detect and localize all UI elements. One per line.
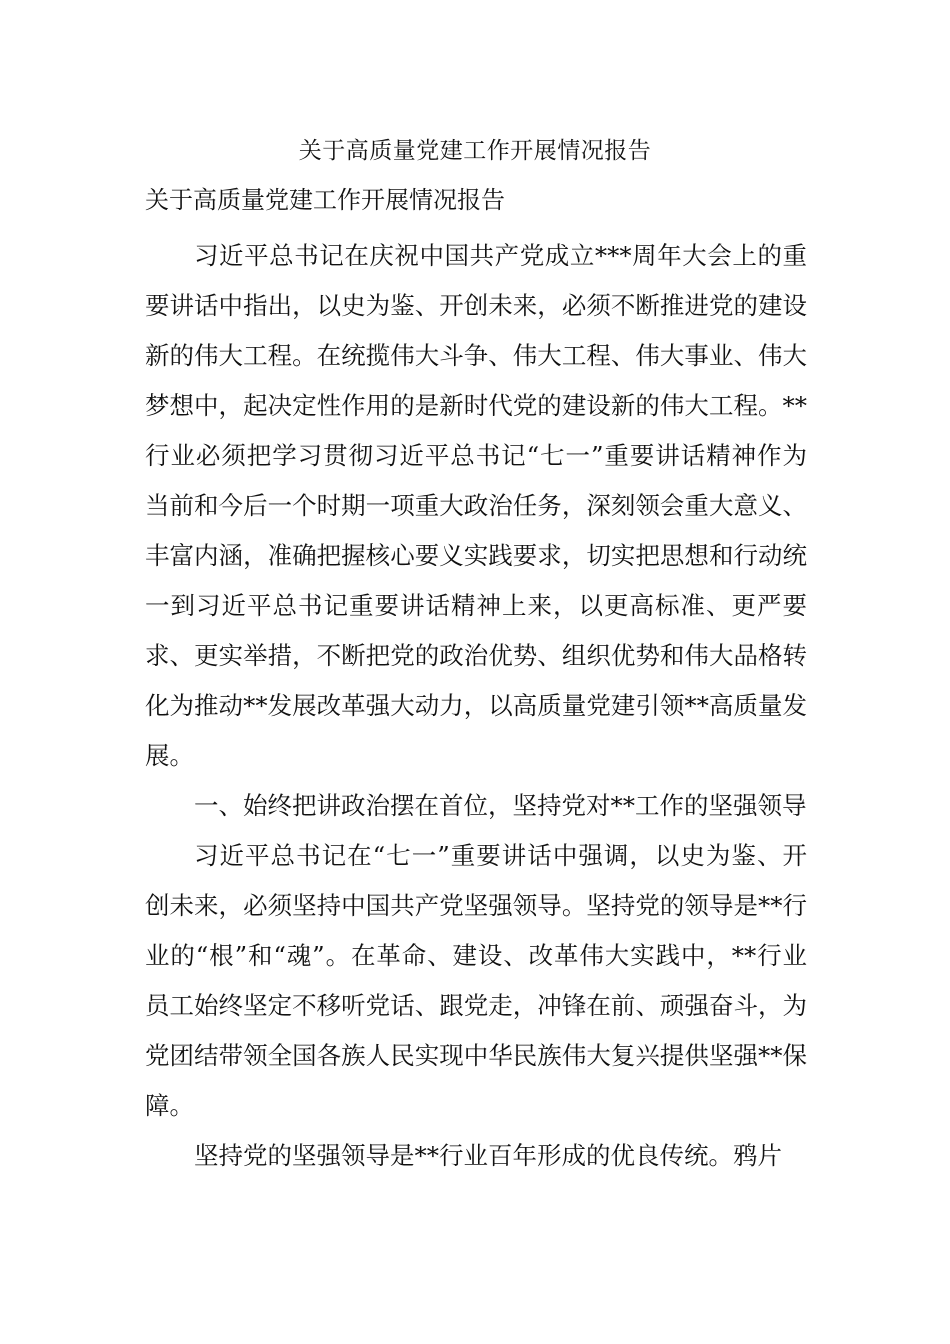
section-heading-1: 一、始终把讲政治摆在首位，坚持党对**工作的坚强领导	[194, 791, 807, 820]
document-body	[145, 231, 807, 1181]
document-subtitle: 关于高质量党建工作开展情况报告	[145, 186, 505, 214]
paragraph-section-1: 习近平总书记在“七一”重要讲话中强调，以史为鉴、开创未来，必须坚持中国共产党坚强领导。坚持党的领导是**行业的“根”和“魂”。在革命、建设、改革伟大实践中，**行业员工始终坚定不移听党话、跟党走，冲锋在前、顽强奋斗，为党团结带领全国各族人民实现中华民族伟大复兴提供坚强**保障。	[145, 841, 807, 1120]
paragraph-continued: 坚持党的坚强领导是**行业百年形成的优良传统。鸦片	[194, 1141, 782, 1170]
paragraph-intro: 习近平总书记在庆祝中国共产党成立***周年大会上的重要讲话中指出，以史为鉴、开创未来，必须不断推进党的建设新的伟大工程。在统揽伟大斗争、伟大工程、伟大事业、伟大梦想中，起决定性作用的是新时代党的建设新的伟大工程。**行业必须把学习贯彻习近平总书记“七一”重要讲话精神作为当前和今后一个时期一项重大政治任务，深刻领会重大意义、丰富内涵，准确把握核心要义实践要求，切实把思想和行动统一到习近平总书记重要讲话精神上来，以更高标准、更严要求、更实举措，不断把党的政治优势、组织优势和伟大品格转化为推动**发展改革强大动力，以高质量党建引领**高质量发展。	[145, 241, 807, 770]
document-title: 关于高质量党建工作开展情况报告	[298, 138, 652, 164]
